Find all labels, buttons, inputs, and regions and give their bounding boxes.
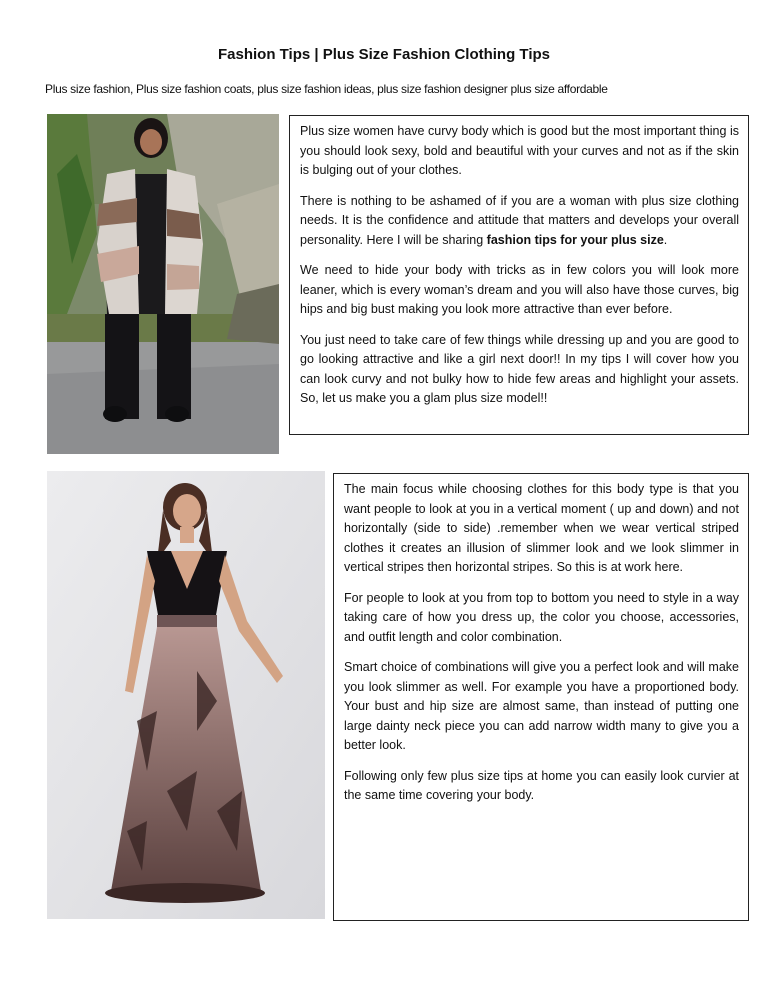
intro-text-box: [289, 115, 749, 435]
page-title: Fashion Tips | Plus Size Fashion Clothing Tips: [217, 46, 550, 63]
body-paragraph-1: The main focus while choosing clothes for this body type is that you want people to look at you in a vertical moment ( up and down) and not horizontally (side to side) .remember when we wear vertical striped clothes it creates an illusion of slimmer look and we look slimmer in vertical stripes then horizontal stripes. So this is at work here.: [344, 482, 739, 574]
body-paragraph-2: For people to look at you from top to bottom you need to style in a way taking care of how you dress up, the color you choose, accessories, and outfit length and color combination.: [344, 590, 739, 644]
fashion-tips-bold-text: fashion tips for your plus size: [486, 232, 664, 247]
intro-paragraph-3: We need to hide your body with tricks as in few colors you will look more leaner, which is every woman’s dream and you will also have those curves, big hips and big bust making you look more attractive than ever before.: [300, 263, 739, 316]
body-paragraph-4: Following only few plus size tips at home you can easily look curvier at the same time covering your body.: [344, 768, 739, 802]
intro-paragraph-4: You just need to take care of few things while dressing up and you are good to go looking attractive and like a girl next door!! In my tips I will cover how you can look curvy and not bulky how to hide few areas and highlight your assets. So, let us make you a glam plus size model!!: [300, 332, 739, 405]
intro-paragraph-1: Plus size women have curvy body which is good but the most important thing is you should look sexy, bold and beautiful with your curves and not as if the skin is bulging out of your clothes.: [300, 124, 739, 177]
body-paragraph-3: Smart choice of combinations will give you a perfect look and will make you look slimmer as well. For example you have a proportioned body. Your bust and hip size are almost same, than instead of putting one large dainty neck piece you can add narrow width many to give you a better look.: [344, 660, 739, 752]
intro-paragraph-2: There is nothing to be ashamed of if you are a woman with plus size clothing needs. It is the confidence and attitude that matters and develops your overall personality. Here I will be sharing fashion tips for your plus size.: [300, 193, 739, 247]
page-subtitle: Plus size fashion, Plus size fashion coats, plus size fashion ideas, plus size fashion designer plus size affordable: [45, 82, 608, 96]
body-type-text-box: [333, 473, 749, 921]
long-gown-outfit-photo: [47, 471, 325, 919]
fur-vest-outfit-photo: [47, 114, 279, 454]
